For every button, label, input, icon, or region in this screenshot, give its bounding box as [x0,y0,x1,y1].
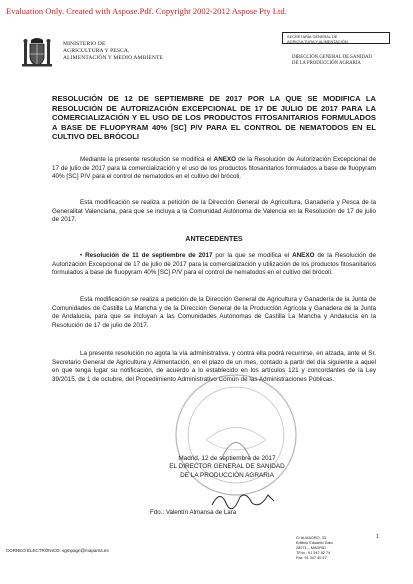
signer-name: Fdo.: Valentín Almansa de Lara [150,509,237,516]
p3-bold-annex: ANEXO [292,252,315,259]
footer-address [296,536,333,561]
signature-role: DE LA PRODUCCIÓN AGRARIA [180,471,274,479]
paragraph-castilla-andalucia: Esta modificación se realiza a petición de la Dirección General de Agricultura y Ganadería de la Junta de Comunidades de Castilla La Mancha y de la Dirección General de la Producción Agrícola y Ganadera de la Junta de Andalucía, para que se incluyan a las Comunidades Autónomas de Castilla La Mancha y Andalucía en la Resolución de 17 de julio de 2017. [52,296,376,329]
paragraph-appeal-notice: La presente resolución no agota la vía administrativa, y contra ella podrá recurrirse, en alzada, ante el Sr. Secretario General de Agricultura y Alimentación, en el plazo de un mes, contado a partir del día siguiente a aquel en que tenga lugar su notificación, de acuerdo a lo establecido en los artículos 121 y concordantes de la Ley 39/2015, de 1 de octubre, del Procedimiento Administrativo Común de las Administraciones Públicas. [52,350,376,383]
official-stamp [166,365,306,505]
bullet-icon: • [80,252,86,259]
evaluation-watermark: Evaluation Only. Created with Aspose.Pdf. Copyright 2002-2012 Aspose Pty Ltd. [6,6,287,16]
directorate-line: DIRECCIÓN GENERAL DE SANIDAD [292,55,372,60]
p3-text: de la Resolución de Autorización Excepcional de 17 de julio de 2017 para la comercialización y utilización de los productos fitosanitarios formulados a base de fluopyram 40% [SC] P/V para el control de nematodos en el cultivo del brócoli. [52,252,376,277]
signature-block [142,455,312,480]
address-line: Fax: 91 347 40 67 [296,556,327,561]
signature-place-date: Madrid, 12 de septiembre de 2017 [178,455,276,462]
paragraph-valencia-request: Esta modificación se realiza a petición de la Dirección General de Agricultura, Ganadería y Pesca de la Generalitat Valenciana, para que se incluya a la Comunidad Autónoma de Valencia en la Resolución de 17 de julio de 2017. [52,199,376,224]
coat-of-arms-logo [22,36,52,70]
paragraph-modification [52,156,376,182]
ministry-line: ALIMENTACIÓN Y MEDIO AMBIENTE [63,55,164,62]
secretariat-line: SECRETARÍA GENERAL DE [287,34,338,39]
directorate-name [292,55,372,67]
address-line: Edificio Eduardo Dato [296,541,333,546]
ministry-name [63,41,163,63]
p3-text: por la que se modifica el [212,252,293,259]
p1-text: de la Resolución de Autorización Excepcional de 17 de julio de 2017 para la comercialización y el uso de los productos fitosanitarios formulados a base de fluopyram 40% [SC] P/V para el control de nematodos en el cultivo del brócoli. [52,156,376,181]
p1-text: Mediante la presente resolución se modifica el [80,156,214,163]
signature-role: EL DIRECTOR GENERAL DE SANIDAD [169,463,285,471]
footer-email: CORREO ELECTRÓNICO: sgmpagri@mapama.es [6,548,109,553]
address-line: C/ ALMAGRO, 33 [296,536,326,540]
page-number: 1 [376,534,379,540]
ministry-line: MINISTERIO DE [63,41,106,47]
secretariat-box [282,32,390,44]
paragraph-antecedent-resolution [52,252,376,278]
p3-bold-date: Resolución de 11 de septiembre de 2017 [85,252,213,259]
address-line: TFno.: 91 347 82 74 [296,551,331,556]
antecedentes-heading: ANTECEDENTES [185,236,243,243]
handwritten-signature [208,487,278,511]
resolution-title: RESOLUCIÓN DE 12 DE SEPTIEMBRE DE 2017 POR LA QUE SE MODIFICA LA RESOLUCIÓN DE AUTORIZACIÓN EXCEPCIONAL DE 17 DE JULIO DE 2017 PARA LA COMERCIALIZACIÓN Y EL USO DE LOS PRODUCTOS FITOSANITARIOS FORMULADOS A BASE DE FLUOPYRAM 40% [SC] P/V PARA EL CONTROL DE NEMATODOS EN EL CULTIVO DEL BRÓCOLI [52,94,376,142]
p1-bold: ANEXO [213,156,237,163]
directorate-line: DE LA PRODUCCIÓN AGRARIA [292,61,361,66]
address-line: 28071 – MADRID [296,546,326,551]
secretariat-line: AGRICULTURA Y ALIMENTACIÓN [287,39,348,44]
ministry-line: AGRICULTURA Y PESCA, [63,48,130,55]
